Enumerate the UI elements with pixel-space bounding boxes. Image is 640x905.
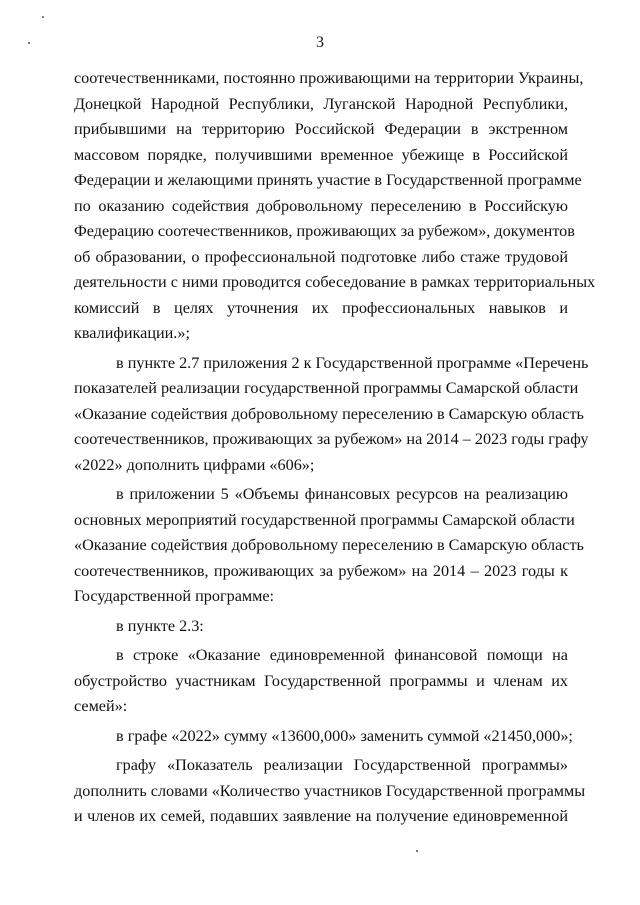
text-line: в графе «2022» сумму «13600,000» заменить суммой «21450,000»; — [116, 726, 573, 745]
text-line: «Оказание содействия добровольному переселению в Самарскую область — [74, 536, 584, 554]
text-line: в строке «Оказание единовременной финансовой помощи на — [116, 646, 568, 664]
text-line: прибывшими на территорию Российской Федерации в экстренном — [74, 120, 568, 138]
text-line: соотечественниками, постоянно проживающими на территории Украины, — [74, 69, 584, 87]
text-line: в пункте 2.3: — [116, 616, 204, 635]
text-line: Федерацию соотечественников, проживающих за рубежом», документов — [74, 222, 575, 240]
text-line: и членов их семей, подавших заявление на получение единовременной — [74, 807, 568, 825]
text-line: соотечественников, проживающих за рубежом» на 2014 – 2023 годы графу — [74, 430, 589, 448]
text-line: показателей реализации государственной программы Самарской области — [74, 379, 579, 397]
text-line: «Оказание содействия добровольному переселению в Самарскую область — [74, 404, 584, 423]
text-line: семей»: — [74, 697, 128, 715]
document-body — [74, 66, 596, 830]
text-line: в пункте 2.7 приложения 2 к Государственной программе «Перечень — [116, 353, 589, 372]
text-line: обустройство участникам Государственной программы и членам их — [74, 671, 568, 690]
text-line: деятельности с ними проводится собеседование в рамках территориальных — [74, 273, 596, 291]
text-line: дополнить словами «Количество участников Государственной программы — [74, 781, 586, 800]
text-line: соотечественников, проживающих за рубежом» на 2014 – 2023 годы к — [74, 561, 568, 580]
text-line: Федерации и желающими принять участие в Государственной программе — [74, 171, 582, 189]
text-line: «2022» дополнить цифрами «606»; — [74, 455, 315, 474]
page-number: 3 — [316, 34, 324, 51]
text-line: графу «Показатель реализации Государственной программы» — [116, 756, 568, 774]
text-line: комиссий в целях уточнения их профессиональных навыков и — [74, 298, 568, 317]
text-line: массовом порядке, получившими временное убежище в Российской — [74, 145, 568, 164]
text-line: Государственной программе: — [74, 587, 275, 605]
scan-speck — [416, 850, 418, 852]
scan-speck — [42, 16, 44, 18]
text-line: об образовании, о профессиональной подготовке либо стаже трудовой — [74, 247, 568, 266]
text-line: по оказанию содействия добровольному переселению в Российскую — [74, 196, 568, 215]
text-line: основных мероприятий государственной программы Самарской области — [74, 510, 575, 529]
text-line: квалификации.»; — [74, 324, 190, 342]
text-line: в приложении 5 «Объемы финансовых ресурсов на реализацию — [116, 485, 568, 503]
text-line: Донецкой Народной Республики, Луганской Народной Республики, — [74, 94, 568, 113]
